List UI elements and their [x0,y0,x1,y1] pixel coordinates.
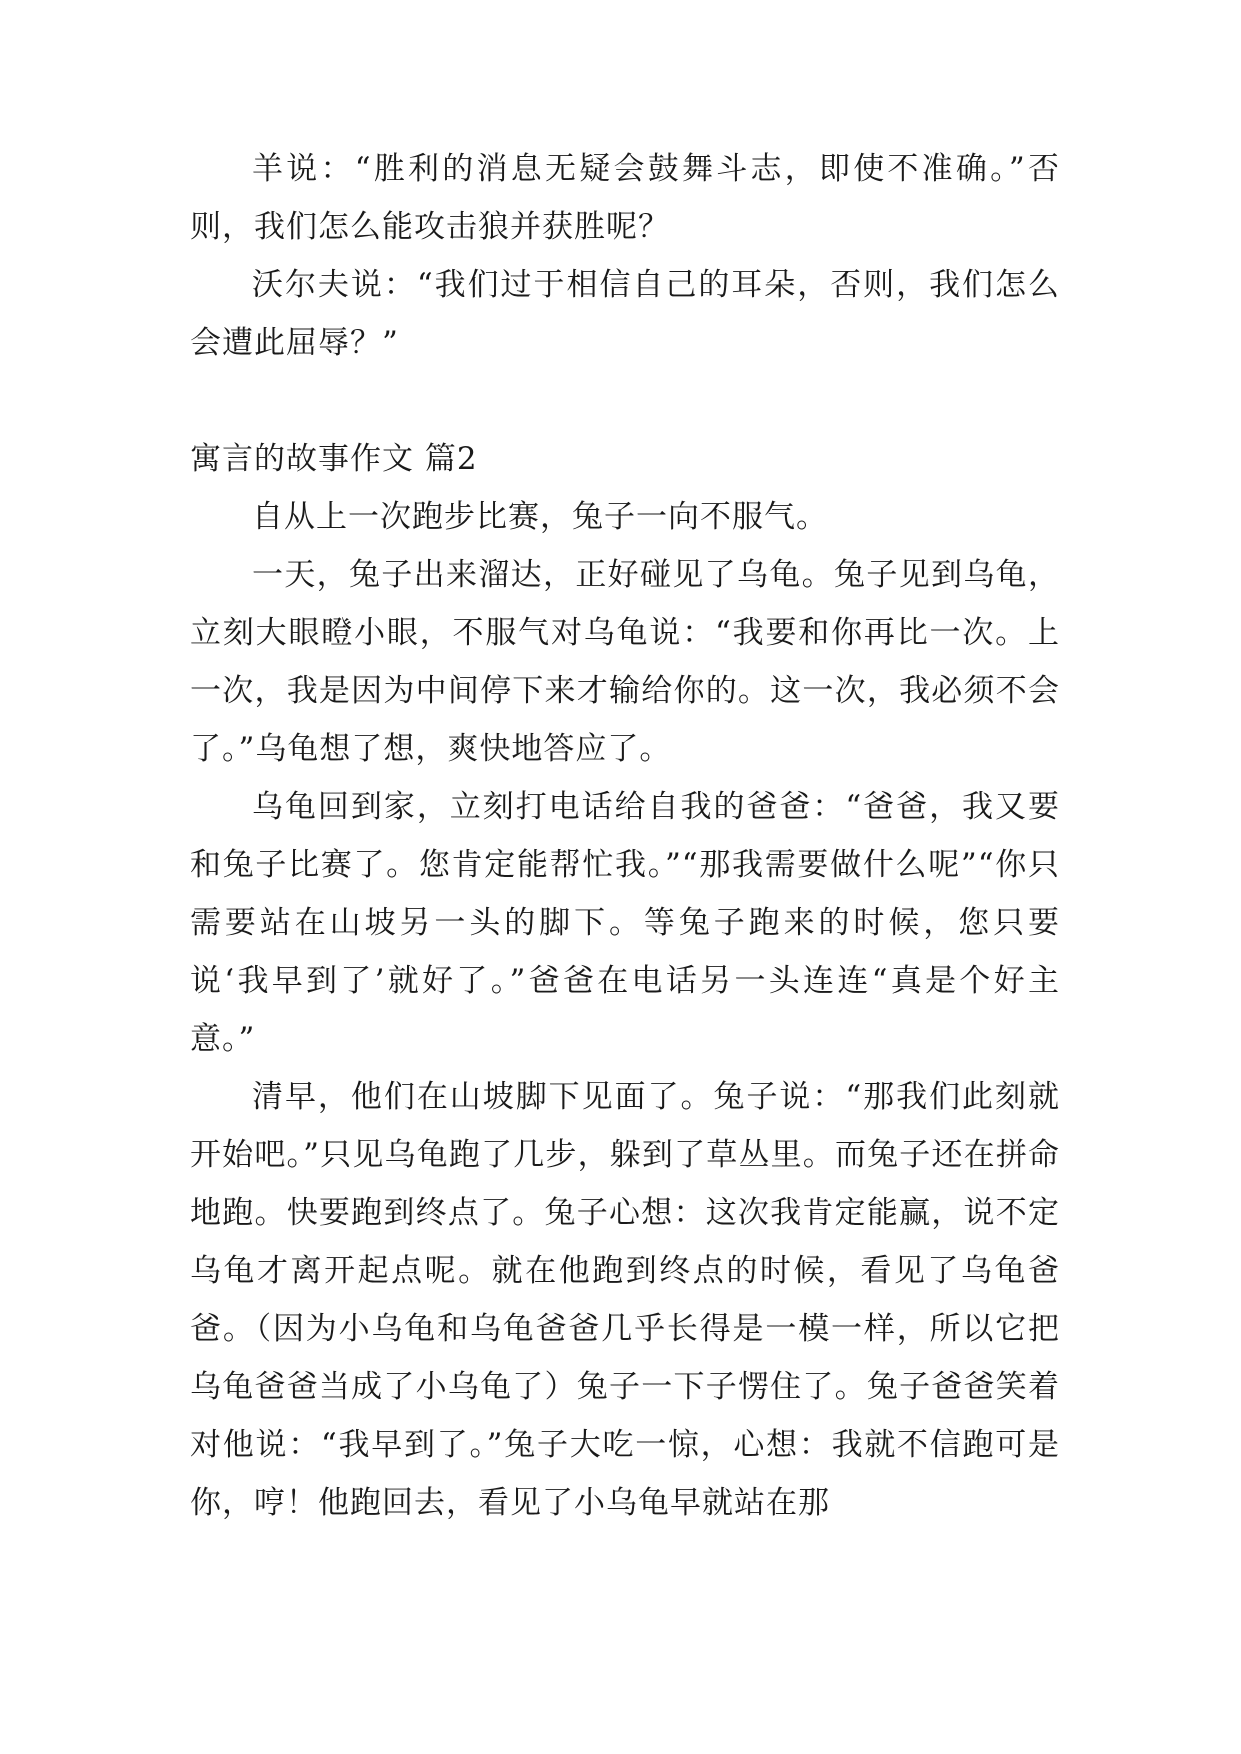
paragraph-4: 清早，他们在山坡脚下见面了。兔子说：“那我们此刻就开始吧。”只见乌龟跑了几步，躲到了草丛里。而兔子还在拼命地跑。快要跑到终点了。兔子心想：这次我肯定能赢，说不定乌龟才离开起点呢。就在他跑到终点的时候，看见了乌龟爸爸。（因为小乌龟和乌龟爸爸几乎长得是一模一样，所以它把乌龟爸爸当成了小乌龟了）兔子一下子愣住了。兔子爸爸笑着对他说：“我早到了。”兔子大吃一惊，心想：我就不信跑可是你，哼！他跑回去，看见了小乌龟早就站在那 [190,1079,1060,1521]
paragraph-2: 一天，兔子出来溜达，正好碰见了乌龟。兔子见到乌龟，立刻大眼瞪小眼，不服气对乌龟说：“我要和你再比一次。上一次，我是因为中间停下来才输给你的。这一次，我必须不会了。”乌龟想了想，爽快地答应了。 [190,557,1060,767]
paragraph-3: 乌龟回到家，立刻打电话给自我的爸爸：“爸爸，我又要和兔子比赛了。您肯定能帮忙我。”“那我需要做什么呢”“你只需要站在山坡另一头的脚下。等兔子跑来的时候，您只要说‘我早到了’就好了。”爸爸在电话另一头连连“真是个好主意。” [190,789,1060,1057]
paragraph-sheep: 羊说：“胜利的消息无疑会鼓舞斗志，即使不准确。”否则，我们怎么能攻击狼并获胜呢？ [190,151,1060,245]
paragraph-wolf: 沃尔夫说：“我们过于相信自己的耳朵，否则，我们怎么会遭此屈辱？” [190,267,1060,361]
paragraph-1: 自从上一次跑步比赛，兔子一向不服气。 [252,499,828,535]
document-body [190,140,1060,1532]
section-gap [190,372,1060,430]
section-heading: 寓言的故事作文 篇2 [190,441,478,477]
